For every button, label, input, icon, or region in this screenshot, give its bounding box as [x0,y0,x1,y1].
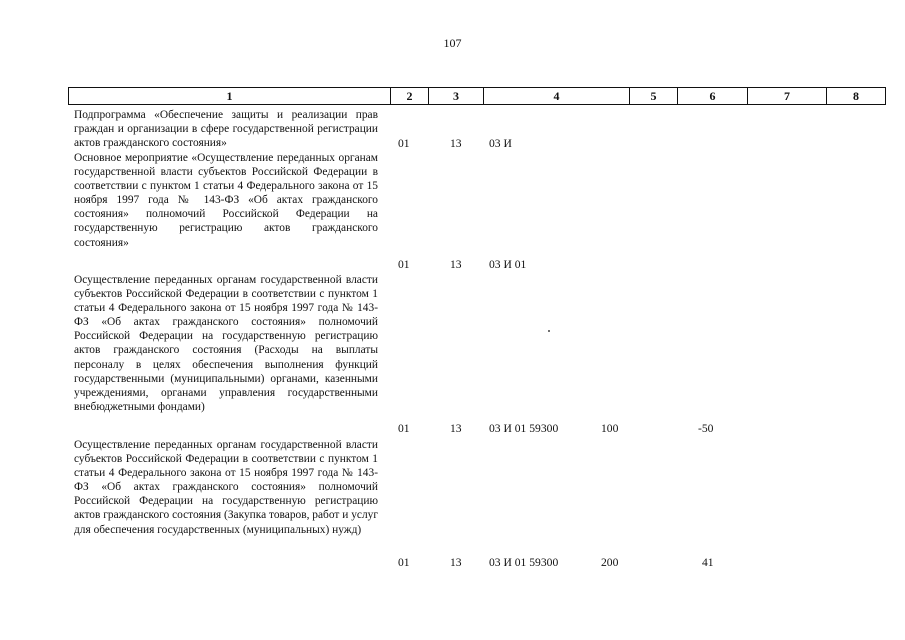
row-description: Осуществление переданных органам государственной власти субъектов Российской Федерации в соответствии с пунктом 1 статьи 4 Федерального закона от 15 ноября 1997 года № 143-ФЗ «Об актах гражданского состояния» полномочий Российской Федерации на государственную регистрацию актов гражданского состояния (Закупка товаров, работ и услуг для обеспечения государственных (муниципальных) нужд) [74,439,378,536]
row-subsection-code: 13 [450,422,462,435]
row-expense-type: 200 [601,556,619,569]
row-target-article: 03 И 01 59300 [489,422,559,435]
column-header-6: 6 [678,88,748,105]
column-header-1: 1 [69,88,391,105]
column-header-5: 5 [630,88,678,105]
column-header-8: 8 [827,88,886,105]
row-description: Основное мероприятие «Осуществление переданных органам государственной власти субъектов Российской Федерации в соответствии с пунктом 1 статьи 4 Федерального закона от 15 ноября 1997 года № 143-ФЗ «Об актах гражданского состояния» полномочий Российской Федерации на государственную регистрацию актов гражданского состояния» [74,152,378,249]
row-section-code: 01 [398,258,410,271]
page-number: 107 [443,36,462,50]
column-header-2: 2 [391,88,429,105]
row-description: Осуществление переданных органам государственной власти субъектов Российской Федерации в соответствии с пунктом 1 статьи 4 Федерального закона от 15 ноября 1997 года № 143-ФЗ «Об актах гражданского состояния» полномочий Российской Федерации на государственную регистрацию актов гражданского состояния (Расходы на выплаты персоналу в целях обеспечения выполнения функций государственными (муниципальными) органами, казенными учреждениями, органами управления государственными внебюджетными фондами) [74,274,378,413]
column-header-3: 3 [429,88,484,105]
row-description: Подпрограмма «Обеспечение защиты и реализации прав граждан и организации в сфере государственной регистрации актов гражданского состояния» [74,109,378,150]
row-target-article: 03 И 01 59300 [489,556,559,569]
row-subsection-code: 13 [450,258,462,271]
column-header-table [68,87,886,105]
row-amount: -50 [698,422,714,435]
row-amount: 41 [702,556,714,569]
row-expense-type: 100 [601,422,619,435]
scan-speck [548,330,550,332]
row-section-code: 01 [398,137,410,150]
column-header-7: 7 [748,88,827,105]
row-target-article: 03 И 01 [489,258,527,271]
row-target-article: 03 И [489,137,512,150]
row-section-code: 01 [398,422,410,435]
row-subsection-code: 13 [450,556,462,569]
column-header-4: 4 [484,88,630,105]
row-subsection-code: 13 [450,137,462,150]
row-section-code: 01 [398,556,410,569]
